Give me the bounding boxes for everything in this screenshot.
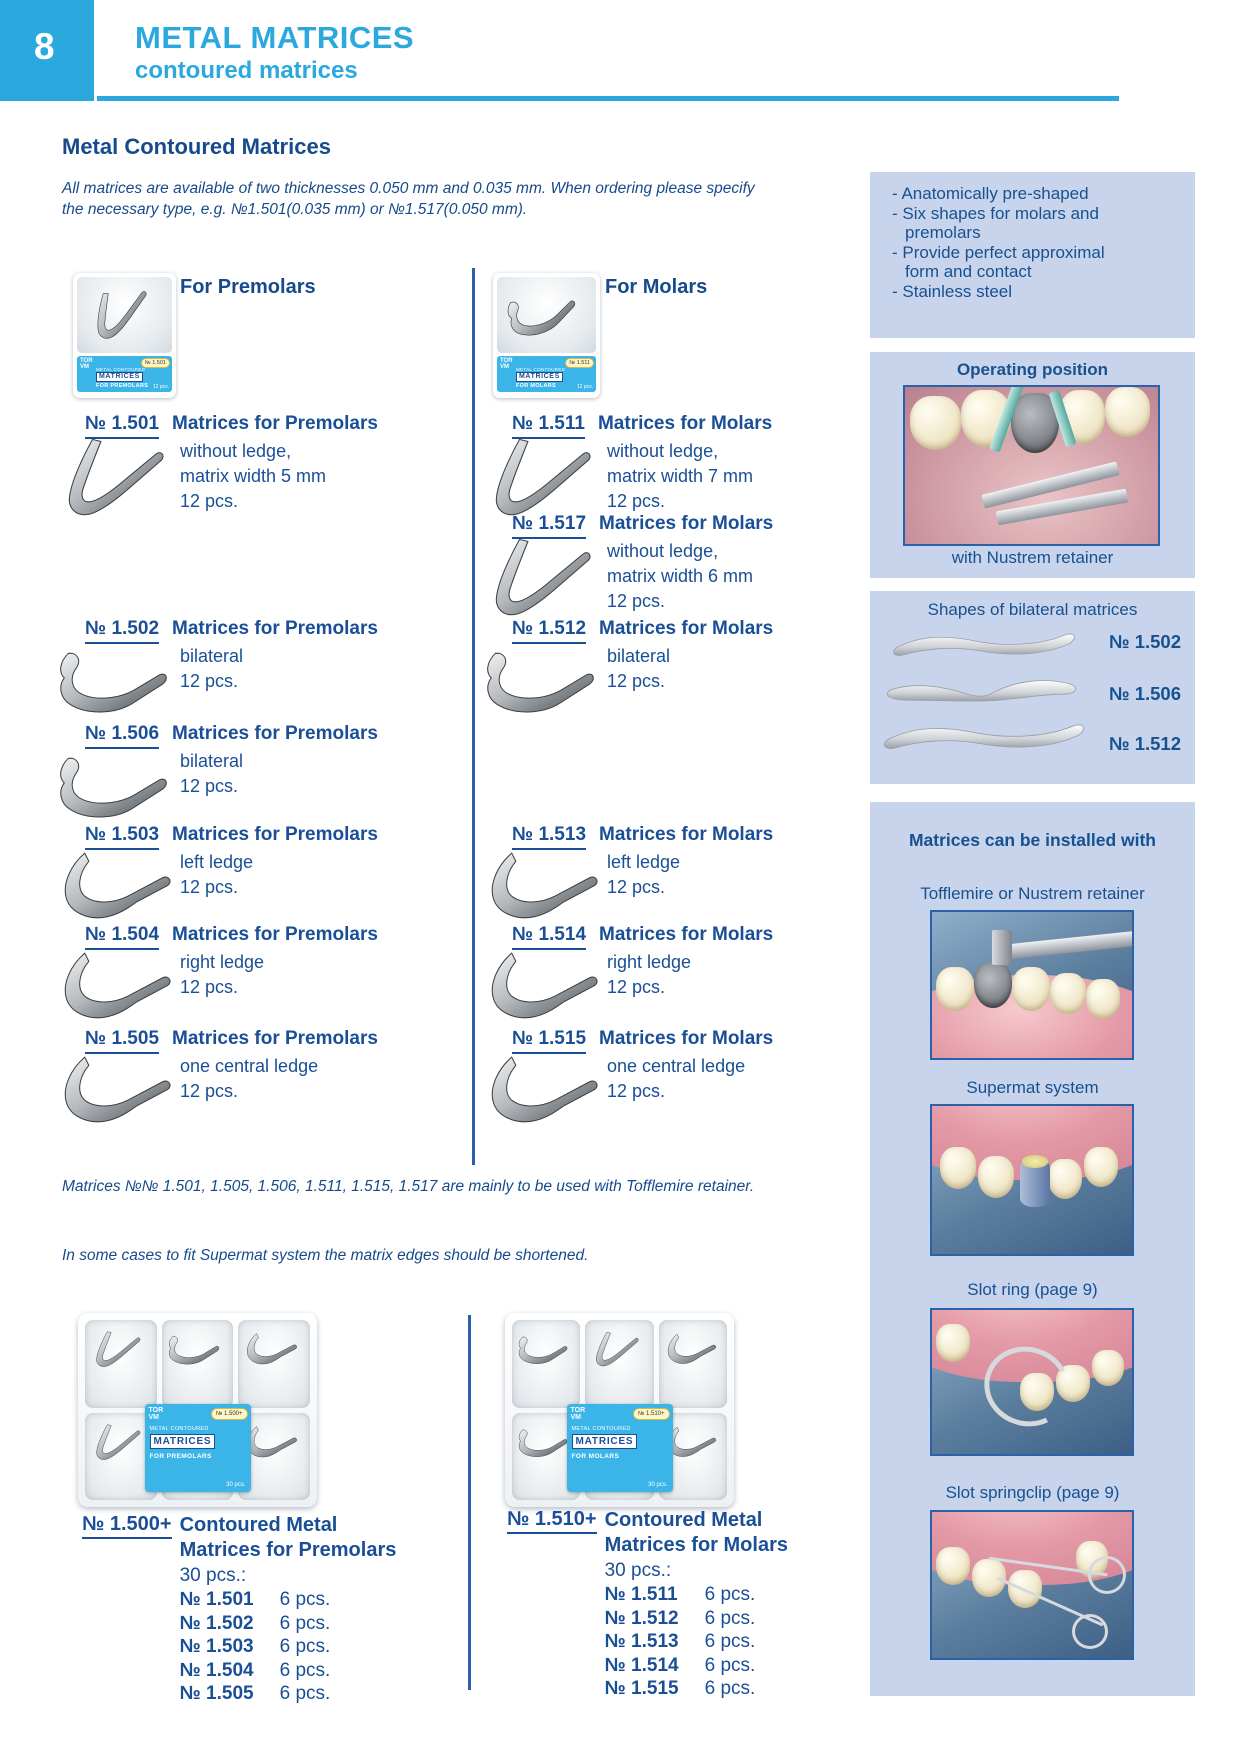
product-title: Matrices for Molars xyxy=(599,513,774,534)
kit-item-qty: 6 pcs. xyxy=(704,1678,756,1699)
product-qty: 12 pcs. xyxy=(180,671,239,691)
product-title: Matrices for Premolars xyxy=(172,824,378,845)
molars-kit-photo xyxy=(505,1313,734,1507)
product-entry-1501 xyxy=(85,412,485,514)
brand-logo: VM xyxy=(80,364,89,370)
kit-tray-cell xyxy=(585,1320,653,1408)
molars-heading: For Molars xyxy=(605,276,708,298)
premolars-kit-photo xyxy=(78,1313,317,1507)
product-entry-1502 xyxy=(85,617,485,694)
package-label-line: METAL CONTOURED xyxy=(96,367,146,372)
supermat-photo xyxy=(930,1104,1134,1256)
product-number: № 1.503 xyxy=(85,823,159,850)
matrix-band-icon xyxy=(516,1421,572,1465)
kit-number-badge: № 1.500+ xyxy=(211,1408,248,1420)
kit-number: № 1.500+ xyxy=(82,1513,172,1539)
page-subtitle: contoured matrices xyxy=(135,57,358,84)
matrix-band-icon xyxy=(53,746,178,828)
product-number: № 1.515 xyxy=(512,1027,586,1054)
kit-content-row xyxy=(605,1677,788,1701)
matrix-band-icon xyxy=(53,947,178,1029)
product-entry-1512 xyxy=(512,617,912,694)
matrix-band-icon xyxy=(53,1051,178,1133)
kit-tray-cell xyxy=(162,1320,234,1408)
matrix-band-icon xyxy=(166,1328,224,1372)
package-label xyxy=(77,356,172,392)
header-rule xyxy=(97,96,1119,101)
page-number-box xyxy=(0,0,94,101)
kit-content-row xyxy=(180,1588,397,1612)
note-tofflemire: Matrices №№ 1.501, 1.505, 1.506, 1.511, 1.515, 1.517 are mainly to be used with Tofflemire retainer. xyxy=(62,1178,755,1195)
package-label-line: METAL CONTOURED xyxy=(516,367,566,372)
kit-item-qty: 6 pcs. xyxy=(279,1636,331,1657)
product-number: № 1.501 xyxy=(85,412,159,439)
bilateral-shapes-panel xyxy=(870,591,1195,784)
springclip-loop xyxy=(1072,1614,1108,1649)
product-desc: matrix width 5 mm xyxy=(180,466,327,486)
matrix-band-icon xyxy=(89,1328,147,1372)
install-option-label: Tofflemire or Nustrem retainer xyxy=(920,884,1145,903)
product-entry-1515 xyxy=(512,1027,912,1104)
operating-position-photo xyxy=(903,385,1160,546)
package-label-type: FOR PREMOLARS xyxy=(96,383,149,389)
product-title: Matrices for Premolars xyxy=(172,413,378,434)
matrix-band-icon xyxy=(480,641,605,723)
install-options-panel xyxy=(870,802,1195,1696)
panel-title: Operating position xyxy=(956,360,1109,379)
matrix-band-icon xyxy=(516,1328,572,1372)
product-title: Matrices for Molars xyxy=(597,413,773,434)
kit-item-qty: 6 pcs. xyxy=(704,1631,756,1652)
matrix-band-icon xyxy=(242,1328,300,1372)
kit-title: Contoured Metal xyxy=(179,1514,338,1536)
springclip-loop xyxy=(1088,1556,1126,1594)
kit-content-row xyxy=(180,1659,397,1683)
product-desc: without ledge, xyxy=(607,541,719,561)
product-desc: left ledge xyxy=(607,852,681,872)
package-qty: 12 pcs. xyxy=(152,384,169,390)
kit-content-row xyxy=(180,1612,397,1636)
product-desc: matrix width 6 mm xyxy=(607,566,754,586)
strip-label: № 1.502 xyxy=(1108,631,1181,652)
strip-label: № 1.512 xyxy=(1108,733,1181,754)
matrix-band-icon xyxy=(480,1051,605,1133)
product-entry-1514 xyxy=(512,923,912,1000)
product-number: № 1.517 xyxy=(512,512,586,539)
product-number: № 1.504 xyxy=(85,923,159,950)
features-panel xyxy=(870,172,1195,338)
brand-name: TOR xyxy=(148,1407,164,1415)
brand-logo: VM xyxy=(570,1414,581,1422)
product-desc: without ledge, xyxy=(607,441,719,461)
kit-tray-cell xyxy=(659,1320,727,1408)
kit-item-number: № 1.511 xyxy=(604,1584,678,1605)
kit-qty: 30 pcs. xyxy=(226,1482,246,1489)
kit-item-qty: 6 pcs. xyxy=(279,1659,331,1681)
product-qty: 12 pcs. xyxy=(607,977,666,997)
kit-content-row xyxy=(180,1635,397,1659)
matrix-strip-icon xyxy=(876,715,1092,759)
matrix-band-icon xyxy=(242,1421,300,1465)
kit-item-number: № 1.513 xyxy=(604,1631,679,1652)
product-desc: left ledge xyxy=(180,852,254,872)
package-tray xyxy=(77,277,172,353)
kit-label-product: MATRICES xyxy=(572,1434,638,1449)
note-supermat: In some cases to fit Supermat system the matrix edges should be shortened. xyxy=(62,1247,589,1264)
kit-content-row xyxy=(180,1682,397,1706)
brand-name: TOR xyxy=(500,358,513,364)
kit-count: 30 pcs.: xyxy=(179,1565,247,1586)
kit-item-qty: 6 pcs. xyxy=(279,1589,331,1610)
kit-label-type: FOR MOLARS xyxy=(571,1453,620,1461)
matrix-band-icon xyxy=(480,436,605,522)
product-title: Matrices for Molars xyxy=(599,924,774,945)
kit-title: Matrices for Premolars xyxy=(179,1539,397,1561)
matrix-strip-icon xyxy=(880,671,1084,709)
kit-item-qty: 6 pcs. xyxy=(704,1654,756,1676)
retainer-bar xyxy=(1000,931,1134,960)
product-entry-1517 xyxy=(512,512,912,614)
product-entry-1503 xyxy=(85,823,485,900)
section-heading: Metal Contoured Matrices xyxy=(62,134,331,159)
product-title: Matrices for Premolars xyxy=(172,723,378,744)
product-desc: one central ledge xyxy=(607,1056,746,1076)
product-number: № 1.506 xyxy=(85,722,159,749)
matrix-band-icon xyxy=(53,847,178,929)
product-desc: bilateral xyxy=(180,646,244,666)
kit-item-qty: 6 pcs. xyxy=(279,1612,331,1634)
panel-title: Shapes of bilateral matrices xyxy=(927,600,1138,619)
kit-item-number: № 1.514 xyxy=(604,1654,679,1676)
tofflemire-photo xyxy=(930,910,1134,1060)
kit-item-number: № 1.515 xyxy=(604,1678,679,1699)
panel-caption: with Nustrem retainer xyxy=(951,548,1114,567)
kit-item-qty: 6 pcs. xyxy=(704,1584,756,1605)
kit-item-number: № 1.504 xyxy=(179,1659,254,1681)
product-qty: 12 pcs. xyxy=(180,977,239,997)
kit-tray-cell xyxy=(85,1320,157,1408)
retainer-head xyxy=(992,930,1012,965)
feature-item: - Six shapes for molars and premolars xyxy=(892,204,1140,243)
kit-content-row xyxy=(605,1654,788,1678)
brand-logo: VM xyxy=(148,1414,159,1422)
premolars-package-photo xyxy=(73,273,176,398)
kit-number-badge: № 1.510+ xyxy=(633,1408,670,1420)
kit-item-number: № 1.501 xyxy=(179,1589,254,1610)
kit-item-number: № 1.502 xyxy=(179,1612,254,1634)
matrix-band-icon xyxy=(89,1421,147,1465)
product-desc: without ledge, xyxy=(180,441,292,461)
panel-title: Matrices can be installed with xyxy=(908,830,1157,850)
kit-package-label xyxy=(145,1404,251,1492)
kit-package-label xyxy=(567,1404,673,1492)
kit-number: № 1.510+ xyxy=(507,1508,597,1534)
product-desc: bilateral xyxy=(180,751,244,771)
product-entry-1511 xyxy=(512,412,912,514)
product-title: Matrices for Premolars xyxy=(172,924,378,945)
matrix-band-icon xyxy=(79,277,165,351)
kit-content-row xyxy=(605,1583,788,1607)
package-number-badge: № 1.511 xyxy=(565,358,594,368)
supermat-cylinder xyxy=(1020,1159,1050,1206)
product-qty: 12 pcs. xyxy=(180,1081,239,1101)
page-title: METAL MATRICES xyxy=(135,20,415,55)
product-number: № 1.511 xyxy=(512,412,585,439)
kit-label-line: METAL CONTOURED xyxy=(149,1426,209,1433)
kit-title: Contoured Metal xyxy=(604,1509,763,1531)
matrix-band-icon xyxy=(53,641,178,723)
kit-qty: 30 pcs. xyxy=(648,1482,668,1489)
product-qty: 12 pcs. xyxy=(607,671,666,691)
product-entry-1506 xyxy=(85,722,485,799)
matrix-strip-icon xyxy=(886,627,1082,663)
product-number: № 1.502 xyxy=(85,617,159,644)
kit-title: Matrices for Molars xyxy=(604,1534,788,1556)
product-entry-1505 xyxy=(85,1027,485,1104)
operating-position-panel xyxy=(870,352,1195,578)
product-number: № 1.512 xyxy=(512,617,586,644)
product-qty: 12 pcs. xyxy=(180,776,239,796)
matrix-band-icon xyxy=(53,436,178,522)
molars-package-photo xyxy=(493,273,600,398)
product-number: № 1.513 xyxy=(512,823,586,850)
kit-tray-cell xyxy=(512,1320,580,1408)
install-option-label: Supermat system xyxy=(966,1078,1099,1097)
feature-item: - Anatomically pre-shaped xyxy=(892,184,1140,204)
matrix-band-icon xyxy=(480,847,605,929)
intro-text: All matrices are available of two thicknesses 0.050 mm and 0.035 mm. When ordering please specify the necessary type, e.g. №1.501(0.035 mm) or №1.517(0.050 mm). xyxy=(62,180,755,218)
package-tray xyxy=(497,277,596,353)
product-qty: 12 pcs. xyxy=(607,491,666,511)
product-number: № 1.505 xyxy=(85,1027,159,1054)
kit-item-number: № 1.512 xyxy=(604,1607,679,1629)
kit-divider xyxy=(468,1315,471,1690)
product-qty: 12 pcs. xyxy=(180,491,239,511)
brand-name: TOR xyxy=(80,358,93,364)
product-desc: bilateral xyxy=(607,646,671,666)
package-label xyxy=(497,356,596,392)
package-label-type: FOR MOLARS xyxy=(516,383,556,389)
matrix-band-icon xyxy=(589,1328,645,1372)
kit-item-qty: 6 pcs. xyxy=(704,1607,756,1629)
product-title: Matrices for Molars xyxy=(599,824,774,845)
package-label-product: MATRICES xyxy=(96,372,143,382)
package-label-product: MATRICES xyxy=(516,372,563,382)
product-qty: 12 pcs. xyxy=(607,591,666,611)
matrix-band-icon xyxy=(480,536,605,622)
slot-ring-photo xyxy=(930,1308,1134,1456)
molars-kit-info xyxy=(507,1508,788,1701)
product-number: № 1.514 xyxy=(512,923,586,950)
kit-label-product: MATRICES xyxy=(150,1434,216,1449)
product-qty: 12 pcs. xyxy=(607,1081,666,1101)
kit-label-line: METAL CONTOURED xyxy=(571,1426,631,1433)
page-number: 8 xyxy=(34,26,55,67)
product-desc: matrix width 7 mm xyxy=(607,466,754,486)
package-qty: 12 pcs. xyxy=(576,384,593,390)
product-qty: 12 pcs. xyxy=(607,877,666,897)
product-entry-1513 xyxy=(512,823,912,900)
install-option-label: Slot springclip (page 9) xyxy=(945,1483,1120,1502)
product-title: Matrices for Premolars xyxy=(172,1028,378,1049)
kit-item-number: № 1.505 xyxy=(179,1683,254,1704)
slot-springclip-photo xyxy=(930,1510,1134,1660)
kit-item-qty: 6 pcs. xyxy=(279,1683,331,1704)
matrix-band-icon xyxy=(480,947,605,1029)
product-desc: one central ledge xyxy=(180,1056,319,1076)
kit-item-number: № 1.503 xyxy=(179,1636,254,1657)
install-option-label: Slot ring (page 9) xyxy=(967,1280,1098,1299)
brand-logo: VM xyxy=(500,364,509,370)
kit-count: 30 pcs.: xyxy=(604,1560,672,1581)
kit-tray-cell xyxy=(238,1320,310,1408)
feature-item: - Stainless steel xyxy=(892,282,1140,302)
premolars-kit-info xyxy=(82,1513,396,1706)
kit-content-row xyxy=(605,1607,788,1631)
matrix-band-icon xyxy=(663,1328,719,1372)
strip-label: № 1.506 xyxy=(1108,683,1181,704)
product-title: Matrices for Premolars xyxy=(172,618,378,639)
matrix-band-icon xyxy=(499,277,589,352)
product-title: Matrices for Molars xyxy=(599,618,774,639)
feature-item: - Provide perfect approximal form and contact xyxy=(892,243,1140,282)
package-number-badge: № 1.501 xyxy=(141,358,170,368)
product-desc: right ledge xyxy=(180,952,265,972)
premolars-heading: For Premolars xyxy=(180,276,316,298)
kit-label-type: FOR PREMOLARS xyxy=(149,1453,212,1461)
product-title: Matrices for Molars xyxy=(599,1028,774,1049)
brand-name: TOR xyxy=(570,1407,586,1415)
product-qty: 12 pcs. xyxy=(180,877,239,897)
kit-content-row xyxy=(605,1630,788,1654)
product-desc: right ledge xyxy=(607,952,692,972)
product-entry-1504 xyxy=(85,923,485,1000)
